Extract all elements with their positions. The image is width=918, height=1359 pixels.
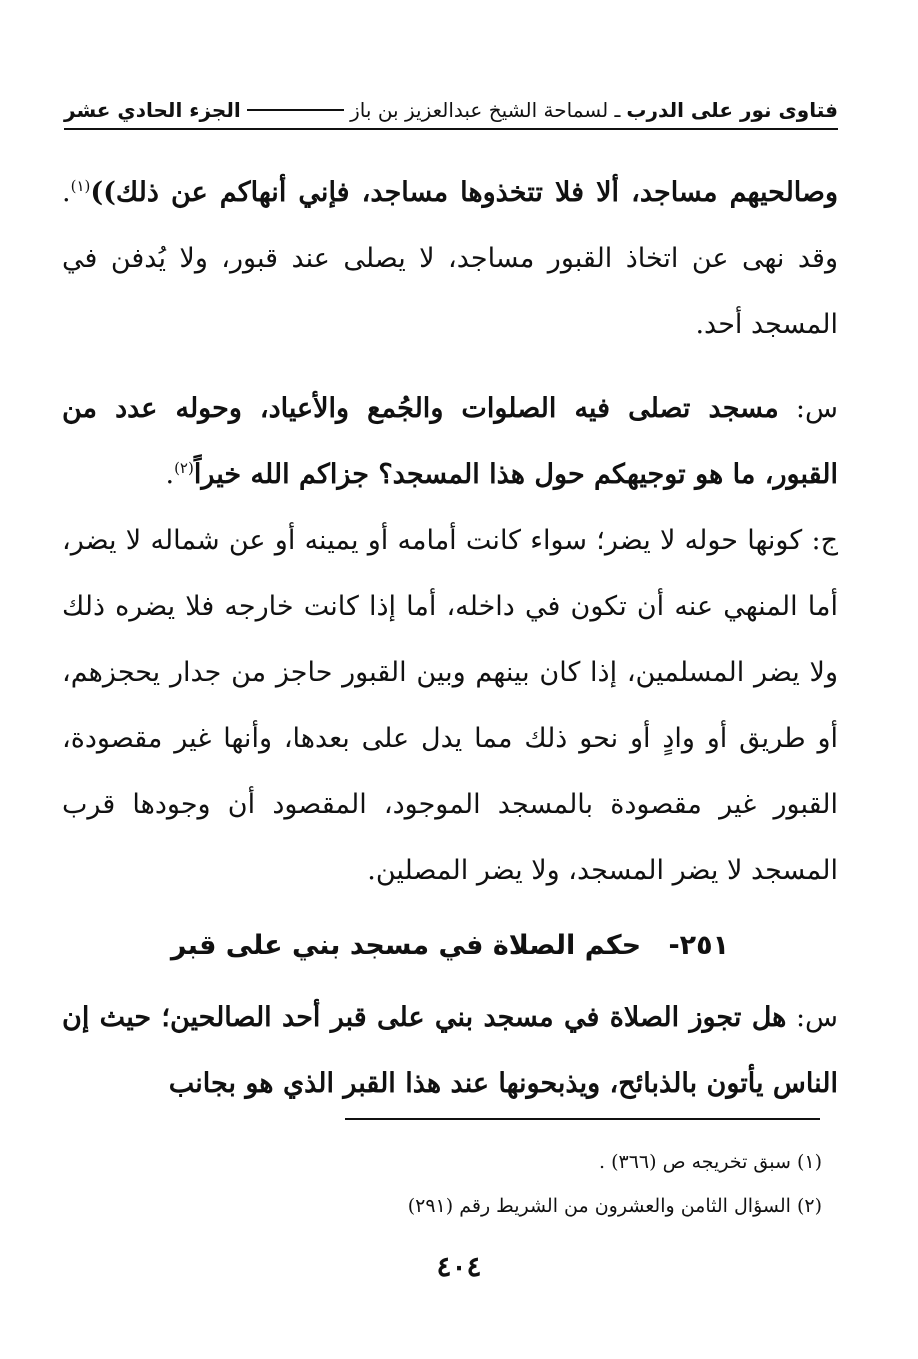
section-heading [62, 930, 838, 961]
header-dash [247, 109, 344, 111]
question-2-text: هل تجوز الصلاة في مسجد بني على قبر أحد الصالحين؛ حيث إن الناس يأتون بالذبائح، ويذبحونها عند هذا القبر الذي هو بجانب [62, 1002, 838, 1099]
continuation-paragraph [62, 160, 838, 358]
header-author: ـ لسماحة الشيخ عبدالعزيز بن باز [350, 98, 621, 122]
question-1-text: مسجد تصلى فيه الصلوات والجُمع والأعياد، وحوله عدد من القبور، ما هو توجيهكم حول هذا المسجد؟ جزاكم الله خيراً [62, 393, 838, 490]
section-title: حكم الصلاة في مسجد بني على قبر [170, 930, 642, 961]
section-number: ٢٥١- [668, 930, 730, 961]
header-title-group [350, 98, 838, 122]
header-rule [64, 128, 838, 130]
question-2 [62, 985, 838, 1117]
footnotes [80, 1140, 822, 1228]
footnote-ref-1: (١) [70, 177, 91, 195]
hadith-quote: وصالحيهم مساجد، ألا فلا تتخذوها مساجد، فإني أنهاكم عن ذلك)) [90, 177, 838, 208]
footnote-ref-2: (٢) [174, 459, 194, 477]
question-1 [62, 376, 838, 508]
footnote-rule [345, 1118, 820, 1120]
continuation-text: . وقد نهى عن اتخاذ القبور مساجد، لا يصلى عند قبور، ولا يُدفن في المسجد أحد. [62, 177, 838, 340]
question-prefix: س: [778, 393, 838, 424]
running-header [64, 92, 838, 128]
question-prefix: س: [786, 1002, 839, 1033]
question-1-end: . [165, 459, 175, 490]
page-body [62, 160, 838, 1117]
footnote-1: (١) سبق تخريجه ص (٣٦٦) . [599, 1151, 822, 1173]
page-number: ٤٠٤ [436, 1250, 482, 1283]
header-book-title: فتاوى نور على الدرب [626, 98, 838, 122]
spacer [62, 358, 838, 376]
header-part: الجزء الحادي عشر [64, 98, 241, 122]
answer-1: ج: كونها حوله لا يضر؛ سواء كانت أمامه أو يمينه أو عن شماله لا يضر، أما المنهي عنه أن تكون في داخله، أما إذا كانت خارجه فلا يضره ذلك ولا يضر المسلمين، إذا كان بينهم وبين القبور حاجز من جدار يحجزهم، أو طريق أو وادٍ أو نحو ذلك مما يدل على بعدها، وأنها غير مقصودة، القبور غير مقصودة بالمسجد الموجود، المقصود أن وجودها قرب المسجد لا يضر المسجد، ولا يضر المصلين. [62, 525, 838, 886]
footnote-2: (٢) السؤال الثامن والعشرون من الشريط رقم (٢٩١) [407, 1195, 822, 1217]
